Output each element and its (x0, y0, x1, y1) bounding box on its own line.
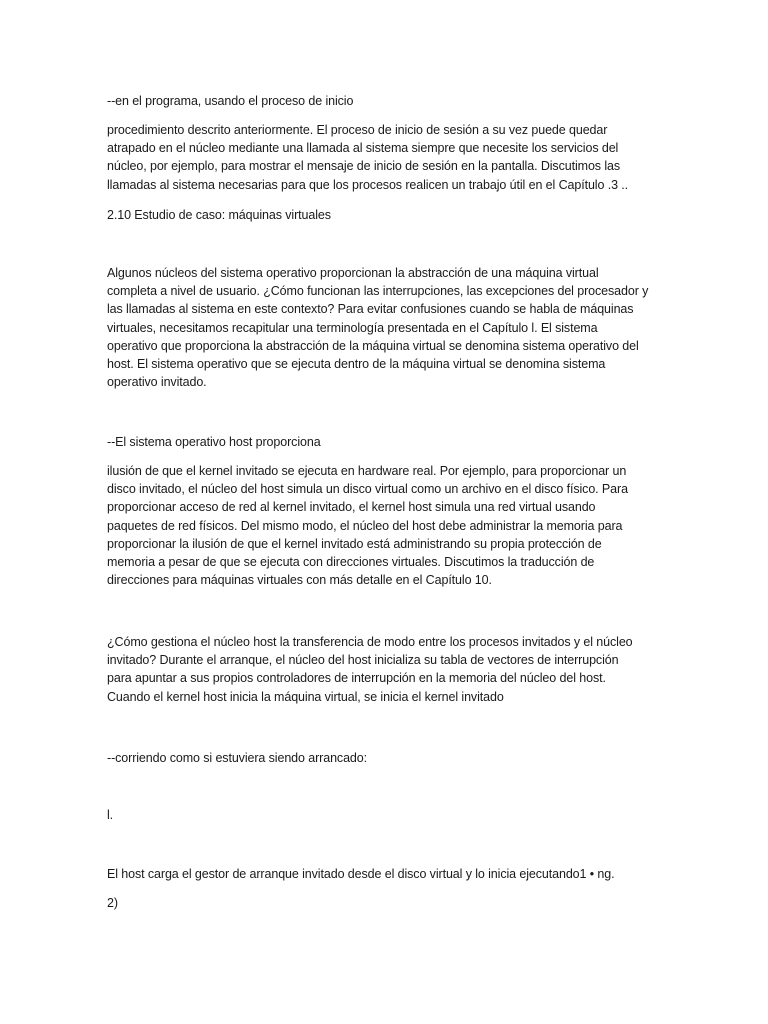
text-line: virtuales, necesitamos recapitular una terminología presentada en el Capítulo l. El sistema (107, 320, 598, 335)
text-line: invitado? Durante el arranque, el núcleo del host inicializa su tabla de vectores de interrupción (107, 653, 619, 668)
text-line: ilusión de que el kernel invitado se ejecuta en hardware real. Por ejemplo, para proporcionar un (107, 464, 627, 478)
text-line: --El sistema operativo host proporciona (107, 435, 321, 449)
text-line-continuation (107, 92, 667, 110)
text-line: --en el programa, usando el proceso de inicio (107, 94, 354, 108)
text-line: las llamadas al sistema en este contexto? Para evitar confusiones cuando se habla de máquinas (107, 302, 634, 317)
text-line: El host carga el gestor de arranque invitado desde el disco virtual y lo inicia ejecutando1 • ng. (107, 867, 615, 881)
text-line: para apuntar a sus propios controladores de interrupción en la memoria del núcleo del host. (107, 671, 606, 686)
text-line: host. El sistema operativo que se ejecuta dentro de la máquina virtual se denomina sistema (107, 357, 606, 372)
text-line: proporcionar la ilusión de que el kernel invitado está administrando su propia protección de (107, 536, 602, 551)
text-line: paquetes de red físicos. Del mismo modo, el núcleo del host debe administrar la memoria para (107, 518, 623, 533)
text-line: operativo invitado. (107, 375, 207, 390)
list-marker: l. (107, 808, 114, 822)
text-line-host-os (107, 433, 667, 451)
section-heading (107, 206, 667, 224)
text-line: procedimiento descrito anteriormente. El proceso de inicio de sesión a su vez puede quedar (107, 123, 608, 137)
paragraph-login-process (107, 121, 667, 194)
text-line: direcciones para máquinas virtuales con más detalle en el Capítulo 10. (107, 573, 492, 588)
list-marker: 2) (107, 896, 118, 910)
text-line-booting (107, 749, 667, 767)
text-line: atrapado en el núcleo mediante una llamada al sistema siempre que necesite los servicios del (107, 141, 619, 156)
list-marker-2 (107, 894, 667, 912)
text-line: disco invitado, el núcleo del host simula un disco virtual como un archivo en el disco físico. Para (107, 482, 628, 497)
paragraph-guest-illusion (107, 462, 667, 589)
text-line: completa a nivel de usuario. ¿Cómo funcionan las interrupciones, las excepciones del procesador y (107, 284, 649, 299)
text-line-bootloader (107, 865, 667, 883)
text-line: memoria a pesar de que se ejecuta con direcciones virtuales. Discutimos la traducción de (107, 555, 595, 570)
text-line: proporcionar acceso de red al kernel invitado, el kernel host simula una red virtual usando (107, 500, 596, 515)
text-line: --corriendo como si estuviera siendo arrancado: (107, 751, 368, 765)
paragraph-virtual-machines (107, 264, 667, 391)
paragraph-mode-transfer (107, 633, 667, 706)
list-marker-1 (107, 806, 667, 824)
text-line: ¿Cómo gestiona el núcleo host la transferencia de modo entre los procesos invitados y el núcleo (107, 635, 633, 649)
heading-text: 2.10 Estudio de caso: máquinas virtuales (107, 208, 331, 222)
text-line: Algunos núcleos del sistema operativo proporcionan la abstracción de una máquina virtual (107, 266, 599, 280)
text-line: núcleo, por ejemplo, para mostrar el mensaje de inicio de sesión en la pantalla. Discutimos las (107, 159, 620, 174)
text-line: Cuando el kernel host inicia la máquina virtual, se inicia el kernel invitado (107, 689, 504, 704)
text-line: operativo que proporciona la abstracción de la máquina virtual se denomina sistema operativo del (107, 338, 639, 353)
text-line: llamadas al sistema necesarias para que los procesos realicen un trabajo útil en el Capítulo .3 .. (107, 177, 629, 192)
